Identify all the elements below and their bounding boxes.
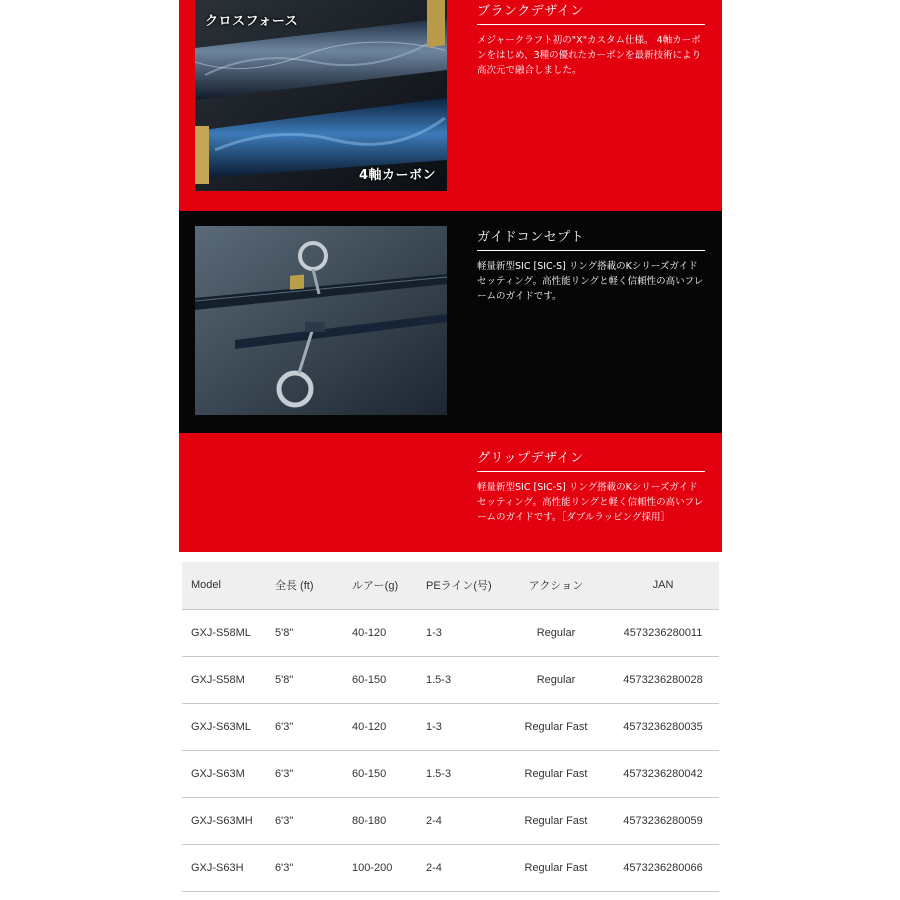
- header-action: アクション: [505, 562, 607, 609]
- blank-design-section: [179, 0, 722, 211]
- cell-length: 6'3": [266, 844, 343, 891]
- blank-photo: [195, 0, 447, 191]
- header-lure: ルアー(g): [343, 562, 417, 609]
- cell-jan: 4573236280059: [607, 797, 719, 844]
- header-pe-line: PEライン(号): [417, 562, 505, 609]
- cell-pe-line: 1.5-3: [417, 750, 505, 797]
- cell-jan: 4573236280011: [607, 609, 719, 656]
- header-length: 全長 (ft): [266, 562, 343, 609]
- table-row: [182, 844, 719, 891]
- cell-action: Regular Fast: [505, 703, 607, 750]
- cell-length: 6'3": [266, 703, 343, 750]
- guide-concept-heading: ガイドコンセプト: [477, 226, 705, 251]
- guide-concept-description: 軽量新型SIC [SIC-S] リング搭載のKシリーズガイドセッティング。高性能リングと軽く信頼性の高いフレームのガイドです。: [477, 261, 704, 302]
- cross-force-label: クロスフォース: [205, 14, 299, 29]
- cell-model: GXJ-S63ML: [182, 703, 266, 750]
- guide-photo: [195, 226, 447, 415]
- cell-action: Regular: [505, 656, 607, 703]
- cell-pe-line: 2-4: [417, 844, 505, 891]
- cell-action: Regular Fast: [505, 844, 607, 891]
- blank-design-description: メジャークラフト初の"X"カスタム仕様。 4軸カーボンをはじめ、3種の優れたカーボンを最新技術により高次元で融合しました。: [477, 35, 702, 76]
- cell-model: GXJ-S63MH: [182, 797, 266, 844]
- cell-length: 5'8": [266, 609, 343, 656]
- cell-lure: 40-120: [343, 609, 417, 656]
- table-row: [182, 797, 719, 844]
- blank-design-text: [477, 0, 705, 78]
- cell-model: GXJ-S63M: [182, 750, 266, 797]
- cell-jan: 4573236280066: [607, 844, 719, 891]
- cell-length: 6'3": [266, 750, 343, 797]
- grip-design-text: [477, 447, 705, 525]
- cell-model: GXJ-S58M: [182, 656, 266, 703]
- table-row: [182, 750, 719, 797]
- cell-length: 5'8": [266, 656, 343, 703]
- blank-design-heading: ブランクデザイン: [477, 0, 705, 25]
- cell-action: Regular: [505, 609, 607, 656]
- header-jan: JAN: [607, 562, 719, 609]
- cell-action: Regular Fast: [505, 750, 607, 797]
- grip-design-heading: グリップデザイン: [477, 447, 705, 472]
- cell-lure: 80-180: [343, 797, 417, 844]
- table-row: [182, 703, 719, 750]
- cell-pe-line: 2-4: [417, 797, 505, 844]
- spec-table-header-row: [182, 562, 719, 609]
- cell-lure: 60-150: [343, 656, 417, 703]
- rod-guide-image: [195, 226, 447, 415]
- cell-model: GXJ-S63H: [182, 844, 266, 891]
- cell-action: Regular Fast: [505, 797, 607, 844]
- four-axis-carbon-label: 4軸カーボン: [359, 168, 437, 183]
- spec-table: [182, 562, 719, 892]
- cell-jan: 4573236280042: [607, 750, 719, 797]
- cell-jan: 4573236280028: [607, 656, 719, 703]
- cell-pe-line: 1-3: [417, 703, 505, 750]
- cell-lure: 100-200: [343, 844, 417, 891]
- cell-lure: 40-120: [343, 703, 417, 750]
- cell-length: 6'3": [266, 797, 343, 844]
- guide-concept-section: [179, 211, 722, 433]
- cell-jan: 4573236280035: [607, 703, 719, 750]
- cell-pe-line: 1-3: [417, 609, 505, 656]
- grip-design-description: 軽量新型SIC [SIC-S] リング搭載のKシリーズガイドセッティング。高性能リングと軽く信頼性の高いフレームのガイドです。［ダブルラッピング採用］: [477, 482, 704, 523]
- header-model: Model: [182, 562, 266, 609]
- cell-model: GXJ-S58ML: [182, 609, 266, 656]
- cell-lure: 60-150: [343, 750, 417, 797]
- guide-concept-text: [477, 226, 705, 304]
- cell-pe-line: 1.5-3: [417, 656, 505, 703]
- table-row: [182, 656, 719, 703]
- grip-design-section: [179, 433, 722, 552]
- table-row: [182, 609, 719, 656]
